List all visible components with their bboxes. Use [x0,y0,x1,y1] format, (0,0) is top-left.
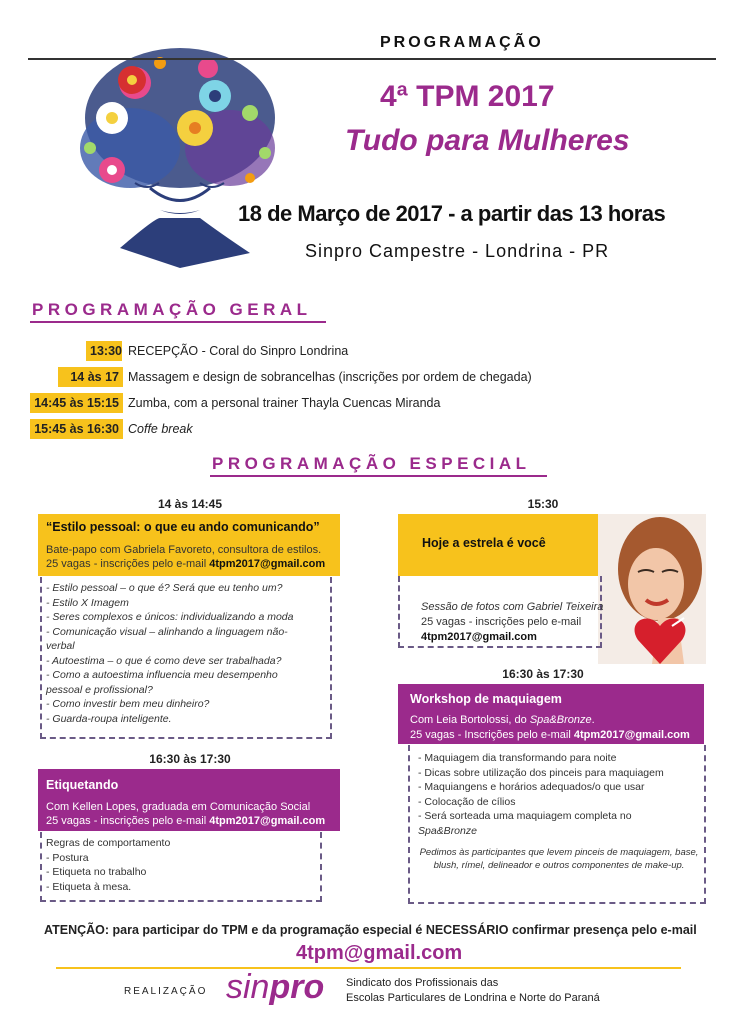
makeup-session-time: 16:30 às 17:30 [502,667,584,681]
makeup-brand: Spa&Bronze [529,714,592,726]
footer-divider [56,967,681,969]
topic-item: - Guarda-roupa inteligente. [46,712,172,725]
makeup-desc-suffix: . [591,714,595,726]
signup-email[interactable]: 4tpm2017@gmail.com [573,729,690,741]
etiquette-session-desc: Com Kellen Lopes, graduada em Comunicação Social [46,801,311,813]
general-item-text: Coffe break [128,422,193,436]
topic-item: - Estilo X Imagem [46,596,129,609]
sinpro-logo [226,968,324,1007]
special-program-title: PROGRAMAÇÃO ESPECIAL [212,454,531,473]
signup-text: 25 vagas - inscrições pelo e-mail [46,815,207,827]
style-session-title: “Estilo pessoal: o que eu ando comunicando” [46,520,320,534]
topic-item: - Maquiagem dia transformando para noite [418,752,617,764]
contact-email[interactable]: 4tpm@gmail.com [296,942,463,964]
etiquette-topics-list [40,832,322,902]
event-date: 18 de Março de 2017 - a partir das 13 horas [238,201,666,226]
realizacao-label: REALIZAÇÃO [124,986,208,997]
event-location: Sinpro Campestre - Londrina - PR [305,241,610,261]
general-item-time: 15:45 às 16:30 [30,419,123,439]
etiquette-session-time: 16:30 às 17:30 [149,752,231,766]
topic-item: - Etiqueta à mesa. [46,880,132,893]
signup-email[interactable]: 4tpm2017@gmail.com [209,815,326,827]
signup-email[interactable]: 4tpm2017@gmail.com [209,558,326,570]
attention-notice: ATENÇÃO: para participar do TPM e da programação especial é NECESSÁRIO confirmar presença pelo e-mail [44,923,697,937]
topic-item: pessoal e profissional? [46,683,153,696]
etiquette-session-card [38,769,340,831]
signup-text: 25 vagas - Inscrições pelo e-mail [410,729,571,741]
topic-item: - Comunicação visual – alinhando a linguagem não- [46,625,288,638]
topic-item: - Maquiangens e horários adequados/o que usar [418,781,645,793]
photo-session-title: Hoje a estrela é você [422,536,546,550]
makeup-topics-list [408,745,706,904]
topic-item: - Dicas sobre utilização dos pinceis para maquiagem [418,766,664,779]
photo-session-card [398,514,613,576]
event-name: Tudo para Mulheres [345,124,630,157]
makeup-session-title: Workshop de maquiagem [410,692,562,706]
topic-item: verbal [46,640,75,652]
logo-part-sin: sin [226,968,270,1006]
event-number: 4ª TPM 2017 [380,80,555,113]
general-item-time: 14:45 às 15:15 [30,393,123,413]
makeup-note: Pedimos às participantes que levem pinceis de maquiagem, base, blush, rímel, delineador e outros componentes de make-up. [419,847,699,871]
makeup-desc-prefix: Com Leia Bortolossi, do [410,714,530,726]
topic-item: Spa&Bronze [418,824,477,837]
topic-item: - Como a autoestima influencia meu desempenho [46,669,278,681]
photo-session-desc [421,600,603,614]
topic-item: - Seres complexos e únicos: individualizando a moda [46,611,294,623]
program-heading: PROGRAMAÇÃO [380,34,544,51]
makeup-session-signup [410,728,690,742]
photo-session-time: 15:30 [527,497,559,511]
general-item-text: Massagem e design de sobrancelhas (inscrições por ordem de chegada) [128,370,532,384]
topic-item: - Autoestima – o que é como deve ser trabalhada? [46,654,282,667]
general-program-title: PROGRAMAÇÃO GERAL [32,300,312,319]
flower-woman-illustration [60,38,290,273]
organization-name-line1: Sindicato dos Profissionais das [346,977,499,989]
photo-session-vagas: 25 vagas - inscrições pelo e-mail [421,616,582,628]
general-item-time: 13:30 [86,341,122,361]
makeup-session-card [398,684,704,744]
etiquette-session-signup [46,814,325,828]
topic-item: - Postura [46,851,89,864]
photo-session-desc-text: Sessão de fotos com Gabriel Teixeira [421,601,604,613]
logo-part-pro: pro [269,968,325,1006]
topic-item: - Colocação de cílios [418,795,516,808]
general-item-time: 14 às 17 [58,367,123,387]
header-divider [28,58,716,60]
signup-text: 25 vagas - inscrições pelo e-mail [46,558,207,570]
style-session-card [38,514,340,576]
general-item-text: Zumba, com a personal trainer Thayla Cuencas Miranda [128,396,441,410]
signup-email[interactable]: 4tpm2017@gmail.com [421,631,537,643]
topic-item: Regras de comportamento [46,837,171,849]
style-session-signup [46,557,325,571]
topic-item: - Estilo pessoal – o que é? Será que eu tenho um? [46,582,283,594]
style-topics-list [40,577,332,739]
general-title-underline [30,321,326,323]
style-session-time: 14 às 14:45 [157,497,223,511]
makeup-session-desc [410,713,595,727]
model-photo [598,514,706,664]
etiquette-session-title: Etiquetando [46,778,119,792]
special-title-underline [210,475,547,477]
general-item-text: RECEPÇÃO - Coral do Sinpro Londrina [128,344,349,358]
topic-item: - Será sorteada uma maquiagem completa no [418,810,632,822]
organization-name-line2: Escolas Particulares de Londrina e Norte do Paraná [346,992,600,1004]
style-session-desc: Bate-papo com Gabriela Favoreto, consultora de estilos. [46,544,322,556]
topic-item: - Como investir bem meu dinheiro? [46,698,210,710]
topic-item: - Etiqueta no trabalho [46,866,147,878]
